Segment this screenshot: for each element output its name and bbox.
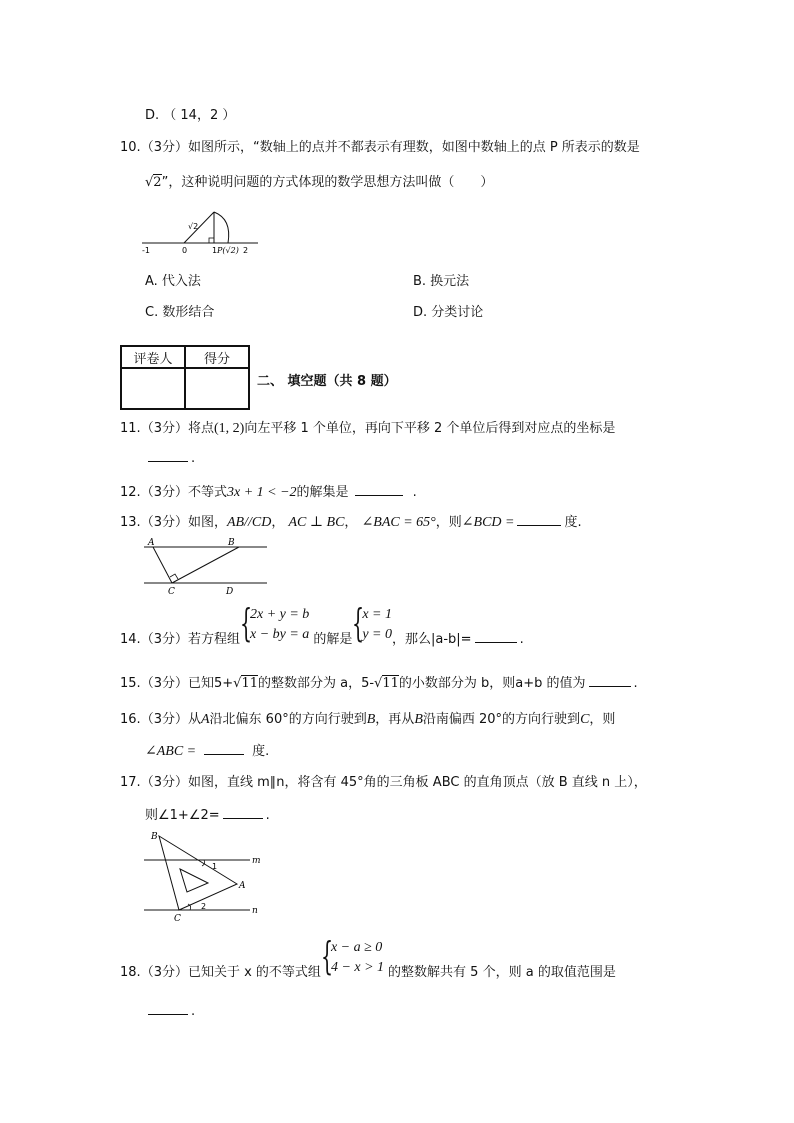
q17-label-1: 1 (212, 862, 218, 871)
q14-text1: 若方程组 (187, 631, 240, 647)
q11-line1 (120, 417, 615, 437)
q10-line1 (120, 136, 640, 155)
q17-label-2: 2 (201, 902, 207, 911)
q17-label-c: C (174, 914, 181, 924)
q12-number: 12. (120, 485, 141, 500)
q10-number: 10. (120, 140, 141, 155)
q13-figure (142, 535, 272, 597)
q15-text1: 已知5+ (187, 676, 234, 691)
q14-eq2: x − by = a (249, 627, 310, 642)
q12-text1: 不等式 (187, 485, 227, 500)
q15-score: （3分） (140, 676, 188, 691)
q10-text1: 如图所示，“数轴上的点并不都表示有理数，如图中数轴上的点 P 所表示的数是 (187, 140, 640, 155)
q13-number: 13. (120, 515, 141, 530)
q13-cond4: ∠BCD = (461, 515, 515, 530)
q13-text1: 如图， (187, 515, 227, 530)
q14-blank[interactable] (475, 630, 517, 643)
q16-point-c: C (580, 712, 590, 727)
q17-line2 (145, 804, 270, 823)
q14-score: （3分） (140, 631, 188, 647)
q11-text2: 向左平移 1 个单位，再向下平移 2 个单位后得到对应点的坐标是 (244, 421, 616, 436)
q10-sqrt: √2 (145, 175, 162, 190)
q14-eq1: 2x + y = b (249, 607, 310, 622)
q18-ineq2: 4 − x > 1 (330, 960, 385, 975)
q11-number: 11. (120, 421, 141, 436)
q15-text2: 的整数部分为 a，5- (257, 676, 375, 691)
q12-text2: 的解集是 (296, 485, 349, 500)
q10-score: （3分） (140, 140, 188, 155)
q18-blank[interactable] (148, 1002, 188, 1015)
q10-option-c: C. 数形结合 (145, 305, 215, 320)
q16-angle: ∠ABC = (145, 744, 197, 759)
section-title: 二、 填空题（共 8 题） (257, 374, 397, 389)
q15-line (120, 672, 638, 691)
q10-option-d: D. 分类讨论 (413, 305, 484, 320)
q14-sol2: y = 0 (362, 627, 392, 642)
q12-inequality: 3x + 1 < −2 (226, 485, 297, 500)
q17-text1: 如图，直线 m∥n，将含有 45°角的三角板 ABC 的直角顶点（放 B 直线 n 上）， (187, 775, 647, 790)
q16-score: （3分） (140, 712, 188, 727)
q10-label-neg1: -1 (142, 246, 150, 255)
q16-text5: ，则 (589, 712, 616, 727)
q16-number: 16. (120, 712, 141, 727)
q15-sqrt2: √11 (374, 676, 399, 691)
q17-label-m: m (252, 856, 261, 866)
q14-number: 14. (120, 631, 141, 647)
q17-score: （3分） (140, 775, 188, 790)
q18-number: 18. (120, 964, 141, 980)
q16-text3: ，再从 (375, 712, 415, 727)
q15-blank[interactable] (589, 674, 631, 687)
score-table-cell-score (185, 368, 249, 409)
q15-sqrt1: √11 (233, 676, 258, 691)
q11-point: (1, 2) (213, 421, 245, 436)
q16-text4: 沿南偏西 20°的方向行驶到 (422, 712, 581, 727)
q18-score: （3分） (140, 964, 188, 980)
q17-blank[interactable] (223, 806, 263, 819)
q16-blank[interactable] (204, 742, 244, 755)
q16-text1: 从 (187, 712, 201, 727)
q10-text2: ”，这种说明问题的方式体现的数学思想方法叫做（ ） (161, 175, 494, 190)
score-table-header-score: 得分 (185, 346, 249, 368)
q13-cond2: AC ⊥ BC (288, 515, 345, 530)
q14-system: { 2x + y = b x − by = a (239, 601, 310, 645)
q18-end: . (191, 1004, 196, 1019)
q18-text1: 已知关于 x 的不等式组 (187, 964, 321, 980)
q18-system: { x − a ≥ 0 4 − x > 1 (320, 934, 385, 978)
q14-text2: 的解是 (313, 631, 353, 647)
q14-solution: { x = 1 y = 0 (352, 601, 392, 645)
q16-point-a: A (200, 712, 210, 727)
score-table (120, 345, 250, 410)
q10-label-sqrt2: √2 (188, 222, 199, 231)
q10-label-zero: 0 (182, 246, 188, 255)
q14-end: . (519, 631, 524, 647)
q13-label-b: B (228, 538, 235, 548)
q11-blank[interactable] (148, 449, 188, 462)
q17-figure (142, 826, 267, 924)
q10-option-a: A. 代入法 (145, 274, 201, 289)
q16-point-b2: B (414, 712, 423, 727)
q16-line2 (145, 740, 269, 760)
q14-text3: ，那么|a-b|= (392, 631, 472, 647)
score-table-header-grader: 评卷人 (121, 346, 185, 368)
q16-text2: 沿北偏东 60°的方向行驶到 (209, 712, 367, 727)
q10-option-b: B. 换元法 (413, 274, 470, 289)
q14-sol1: x = 1 (362, 607, 392, 622)
q18-text2: 的整数解共有 5 个，则 a 的取值范围是 (388, 964, 616, 980)
q13-line: 13.（3分）如图，AB//CD， AC ⊥ BC， ∠BAC = 65°，则∠BCD = 度. (120, 515, 582, 530)
q13-cond1: AB//CD (226, 515, 272, 530)
q18-line1 (120, 934, 616, 980)
q15-number: 15. (120, 676, 141, 691)
q17-label-b: B (151, 832, 158, 842)
q10-line2 (145, 171, 493, 190)
q12-end: . (412, 485, 417, 500)
q15-end: . (633, 676, 638, 691)
q17-text2: 则∠1+∠2= (145, 808, 220, 823)
q12-blank[interactable] (355, 483, 403, 496)
q10-label-two: 2 (243, 246, 249, 255)
q16-line1 (120, 708, 615, 728)
q17-label-n: n (252, 906, 258, 916)
q13-text2: ，则 (435, 515, 462, 530)
q13-score: （3分） (140, 515, 188, 530)
q18-line2 (145, 1002, 195, 1019)
q13-end: 度. (564, 515, 582, 530)
q10-number-line-figure (140, 205, 260, 255)
q16-point-b: B (366, 712, 376, 727)
score-table-cell-grader (121, 368, 185, 409)
q16-end: 度. (252, 744, 270, 759)
q18-ineq1: x − a ≥ 0 (330, 940, 383, 955)
q17-end: . (265, 808, 270, 823)
q14-line (120, 601, 524, 647)
q13-label-a: A (148, 538, 155, 548)
q11-end: . (191, 451, 196, 466)
q10-label-one: 1 (212, 246, 218, 255)
q11-text1: 将点 (187, 421, 214, 436)
q12-line (120, 481, 417, 501)
q9-option-d: D. （ 14，2 ） (145, 108, 236, 123)
q17-line1 (120, 771, 647, 790)
q17-number: 17. (120, 775, 141, 790)
q13-cond3: ∠BAC = 65° (361, 515, 436, 530)
q13-label-d: D (226, 587, 234, 597)
q15-text3: 的小数部分为 b，则a+b 的值为 (398, 676, 586, 691)
q17-label-a: A (239, 881, 246, 891)
q12-score: （3分） (140, 485, 188, 500)
q13-label-c: C (168, 587, 175, 597)
q11-line2 (145, 449, 195, 466)
q13-blank[interactable] (517, 513, 561, 526)
q11-score: （3分） (140, 421, 188, 436)
q10-label-p: P(√2) (217, 246, 239, 255)
